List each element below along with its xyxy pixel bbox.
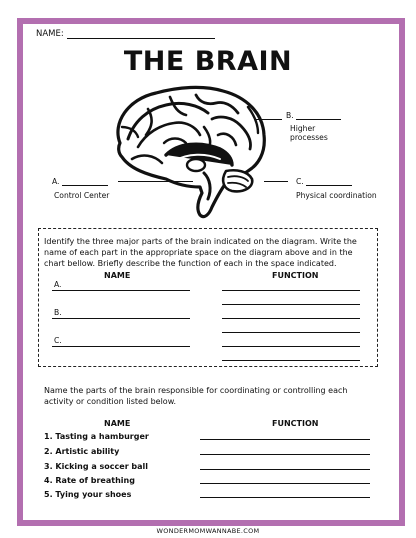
activity-item: 2. Artistic ability [44,447,120,456]
activity-answer-line[interactable] [200,497,370,498]
section1-col-name: NAME [104,271,131,280]
caption-c: Physical coordination [296,191,377,200]
activity-item: 4. Rate of breathing [44,476,135,485]
activity-item: 3. Kicking a soccer ball [44,462,149,471]
section2-col-name: NAME [104,419,131,428]
section1-name-a[interactable] [52,290,190,291]
section1-function-line[interactable] [222,346,360,347]
activity-answer-line[interactable] [200,439,370,440]
name-label: NAME: [36,29,64,39]
diagram-blank-b[interactable] [296,119,341,120]
activity-answer-line[interactable] [200,469,370,470]
pointer-line-b [254,119,282,120]
activity-item: 1. Tasting a hamburger [44,432,149,441]
caption-b-line2: processes [290,133,328,142]
section1-function-line[interactable] [222,332,360,333]
pointer-line-a [118,181,193,182]
caption-a: Control Center [54,191,110,200]
section1-name-b[interactable] [52,318,190,319]
activity-item: 5. Tying your shoes [44,490,132,499]
section1-row-c: C. [54,336,62,345]
diagram-blank-c[interactable] [306,185,352,186]
section1-row-b: B. [54,308,62,317]
pointer-line-c [264,181,288,182]
diagram-label-c: C. [296,177,304,186]
section1-function-line[interactable] [222,304,360,305]
section2-instructions: Name the parts of the brain responsible for coordinating or controlling each activity or condition listed below. [44,386,348,406]
diagram-blank-a[interactable] [62,185,108,186]
section1-function-line[interactable] [222,360,360,361]
section1-row-a: A. [54,280,62,289]
footer-site: WONDERMOMWANNABE.COM [156,527,260,535]
brain-illustration [108,83,268,223]
section1-col-function: FUNCTION [272,271,319,280]
activity-answer-line[interactable] [200,483,370,484]
page-title: THE BRAIN [123,46,293,77]
caption-b-line1: Higher [290,124,316,133]
section1-name-c[interactable] [52,346,190,347]
name-line[interactable] [67,38,215,39]
section1-function-line[interactable] [222,290,360,291]
section1-function-line[interactable] [222,318,360,319]
section2-col-function: FUNCTION [272,419,319,428]
diagram-label-a: A. [52,177,60,186]
activity-answer-line[interactable] [200,454,370,455]
diagram-label-b: B. [286,111,294,120]
section1-instructions: Identify the three major parts of the brain indicated on the diagram. Write the name of each part in the appropriate space on the diagram above and in the chart bellow. Briefly describe the function of each in the space indicated. [44,237,357,268]
